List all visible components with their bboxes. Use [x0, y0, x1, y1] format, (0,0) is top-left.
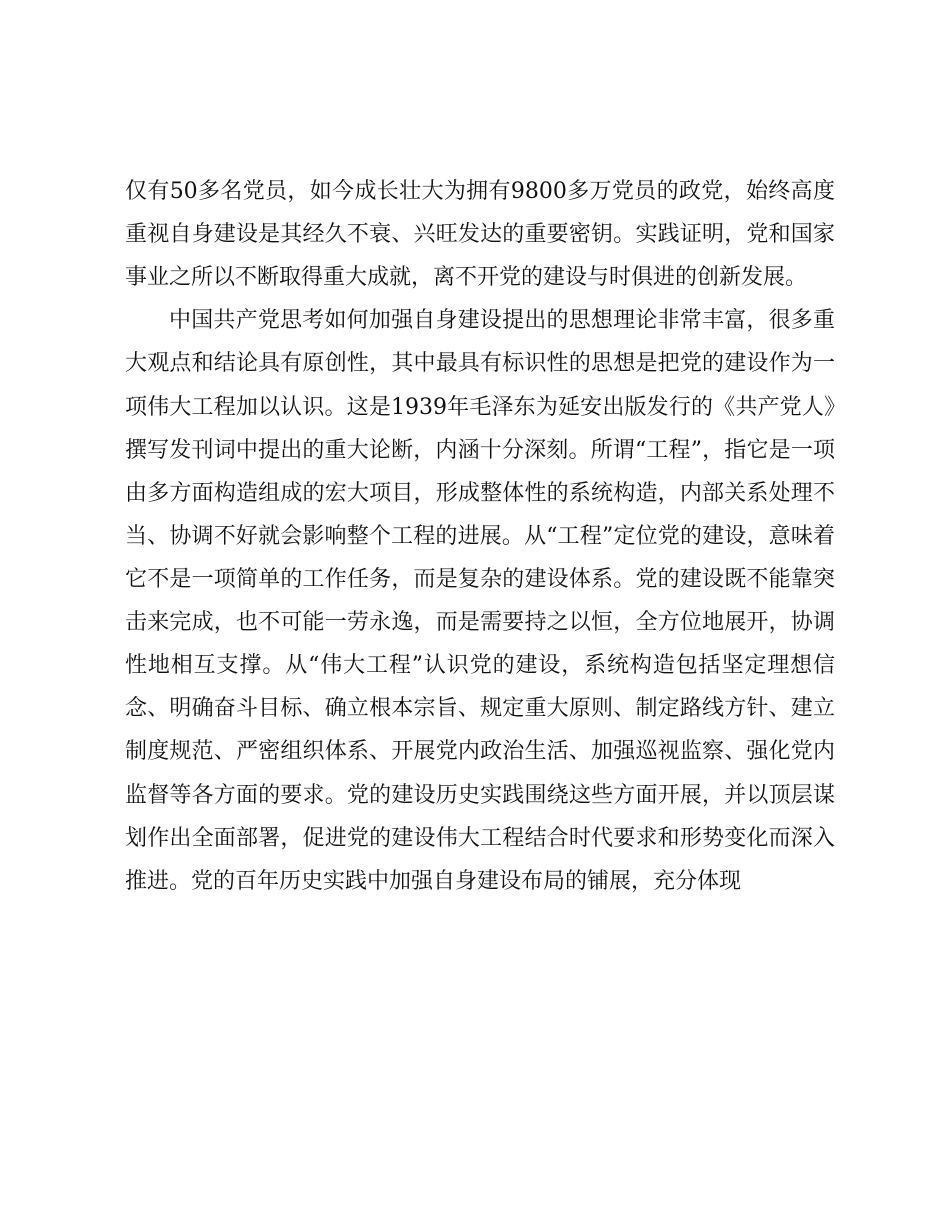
paragraph-1: 仅有50多名党员，如今成长壮大为拥有9800多万党员的政党，始终高度重视自身建设是其经久不衰、兴旺发达的重要密钥。实践证明，党和国家事业之所以不断取得重大成就，离不开党的建设与时俱进的创新发展。	[125, 179, 835, 291]
paragraph-2: 中国共产党思考如何加强自身建设提出的思想理论非常丰富，很多重大观点和结论具有原创性，其中最具有标识性的思想是把党的建设作为一项伟大工程加以认识。这是1939年毛泽东为延安出版发行的《共产党人》撰写发刊词中提出的重大论断，内涵十分深刻。所谓“工程”，指它是一项由多方面构造组成的宏大项目，形成整体性的系统构造，内部关系处理不当、协调不好就会影响整个工程的进展。从“工程”定位党的建设，意味着它不是一项简单的工作任务，而是复杂的建设体系。党的建设既不能靠突击来完成，也不可能一劳永逸，而是需要持之以恒，全方位地展开，协调性地相互支撑。从“伟大工程”认识党的建设，系统构造包括坚定理想信念、明确奋斗目标、确立根本宗旨、规定重大原则、制定路线方针、建立制度规范、严密组织体系、开展党内政治生活、加强巡视监察、强化党内监督等各方面的要求。党的建设历史实践围绕这些方面开展，并以顶层谋划作出全面部署，促进党的建设伟大工程结合时代要求和形势变化而深入推进。党的百年历史实践中加强自身建设布局的铺展，充分体现	[125, 308, 835, 894]
document-body	[125, 170, 835, 903]
